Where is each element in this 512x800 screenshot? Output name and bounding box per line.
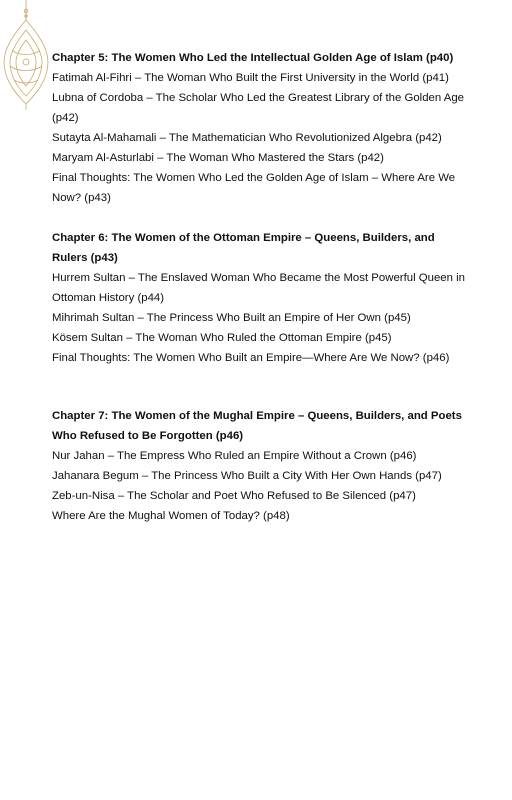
toc-entry: Maryam Al-Asturlabi – The Woman Who Mastered the Stars (p42) [52, 152, 384, 164]
table-of-contents [52, 48, 472, 526]
chapter-5-section [52, 48, 472, 208]
toc-entry: Final Thoughts: The Women Who Built an Empire—Where Are We Now? (p46) [52, 352, 450, 364]
chapter-6-section [52, 228, 472, 368]
toc-entry: Where Are the Mughal Women of Today? (p48) [52, 510, 290, 522]
toc-entry: Hurrem Sultan – The Enslaved Woman Who Became the Most Powerful Queen in Ottoman History (p44) [52, 272, 466, 304]
toc-entry: Jahanara Begum – The Princess Who Built a City With Her Own Hands (p47) [52, 470, 442, 482]
toc-entry: Nur Jahan – The Empress Who Ruled an Empire Without a Crown (p46) [52, 450, 417, 462]
toc-entry: Mihrimah Sultan – The Princess Who Built an Empire of Her Own (p45) [52, 312, 411, 324]
toc-entry: Sutayta Al-Mahamali – The Mathematician Who Revolutionized Algebra (p42) [52, 132, 442, 144]
toc-entry: Kösem Sultan – The Woman Who Ruled the Ottoman Empire (p45) [52, 332, 392, 344]
chapter-title: Chapter 5: The Women Who Led the Intellectual Golden Age of Islam (p40) [52, 52, 454, 64]
toc-entry: Fatimah Al-Fihri – The Woman Who Built the First University in the World (p41) [52, 72, 449, 84]
chapter-title: Chapter 6: The Women of the Ottoman Empire – Queens, Builders, and Rulers (p43) [52, 232, 435, 264]
toc-entry: Zeb-un-Nisa – The Scholar and Poet Who Refused to Be Silenced (p47) [52, 490, 416, 502]
toc-entry: Final Thoughts: The Women Who Led the Golden Age of Islam – Where Are We Now? (p43) [52, 172, 456, 204]
chapter-7-section [52, 406, 472, 526]
toc-entry: Lubna of Cordoba – The Scholar Who Led the Greatest Library of the Golden Age (p42) [52, 92, 465, 124]
lantern-ornament-icon [0, 0, 52, 110]
chapter-title: Chapter 7: The Women of the Mughal Empire – Queens, Builders, and Poets Who Refused to Be Forgotten (p46) [52, 410, 462, 442]
